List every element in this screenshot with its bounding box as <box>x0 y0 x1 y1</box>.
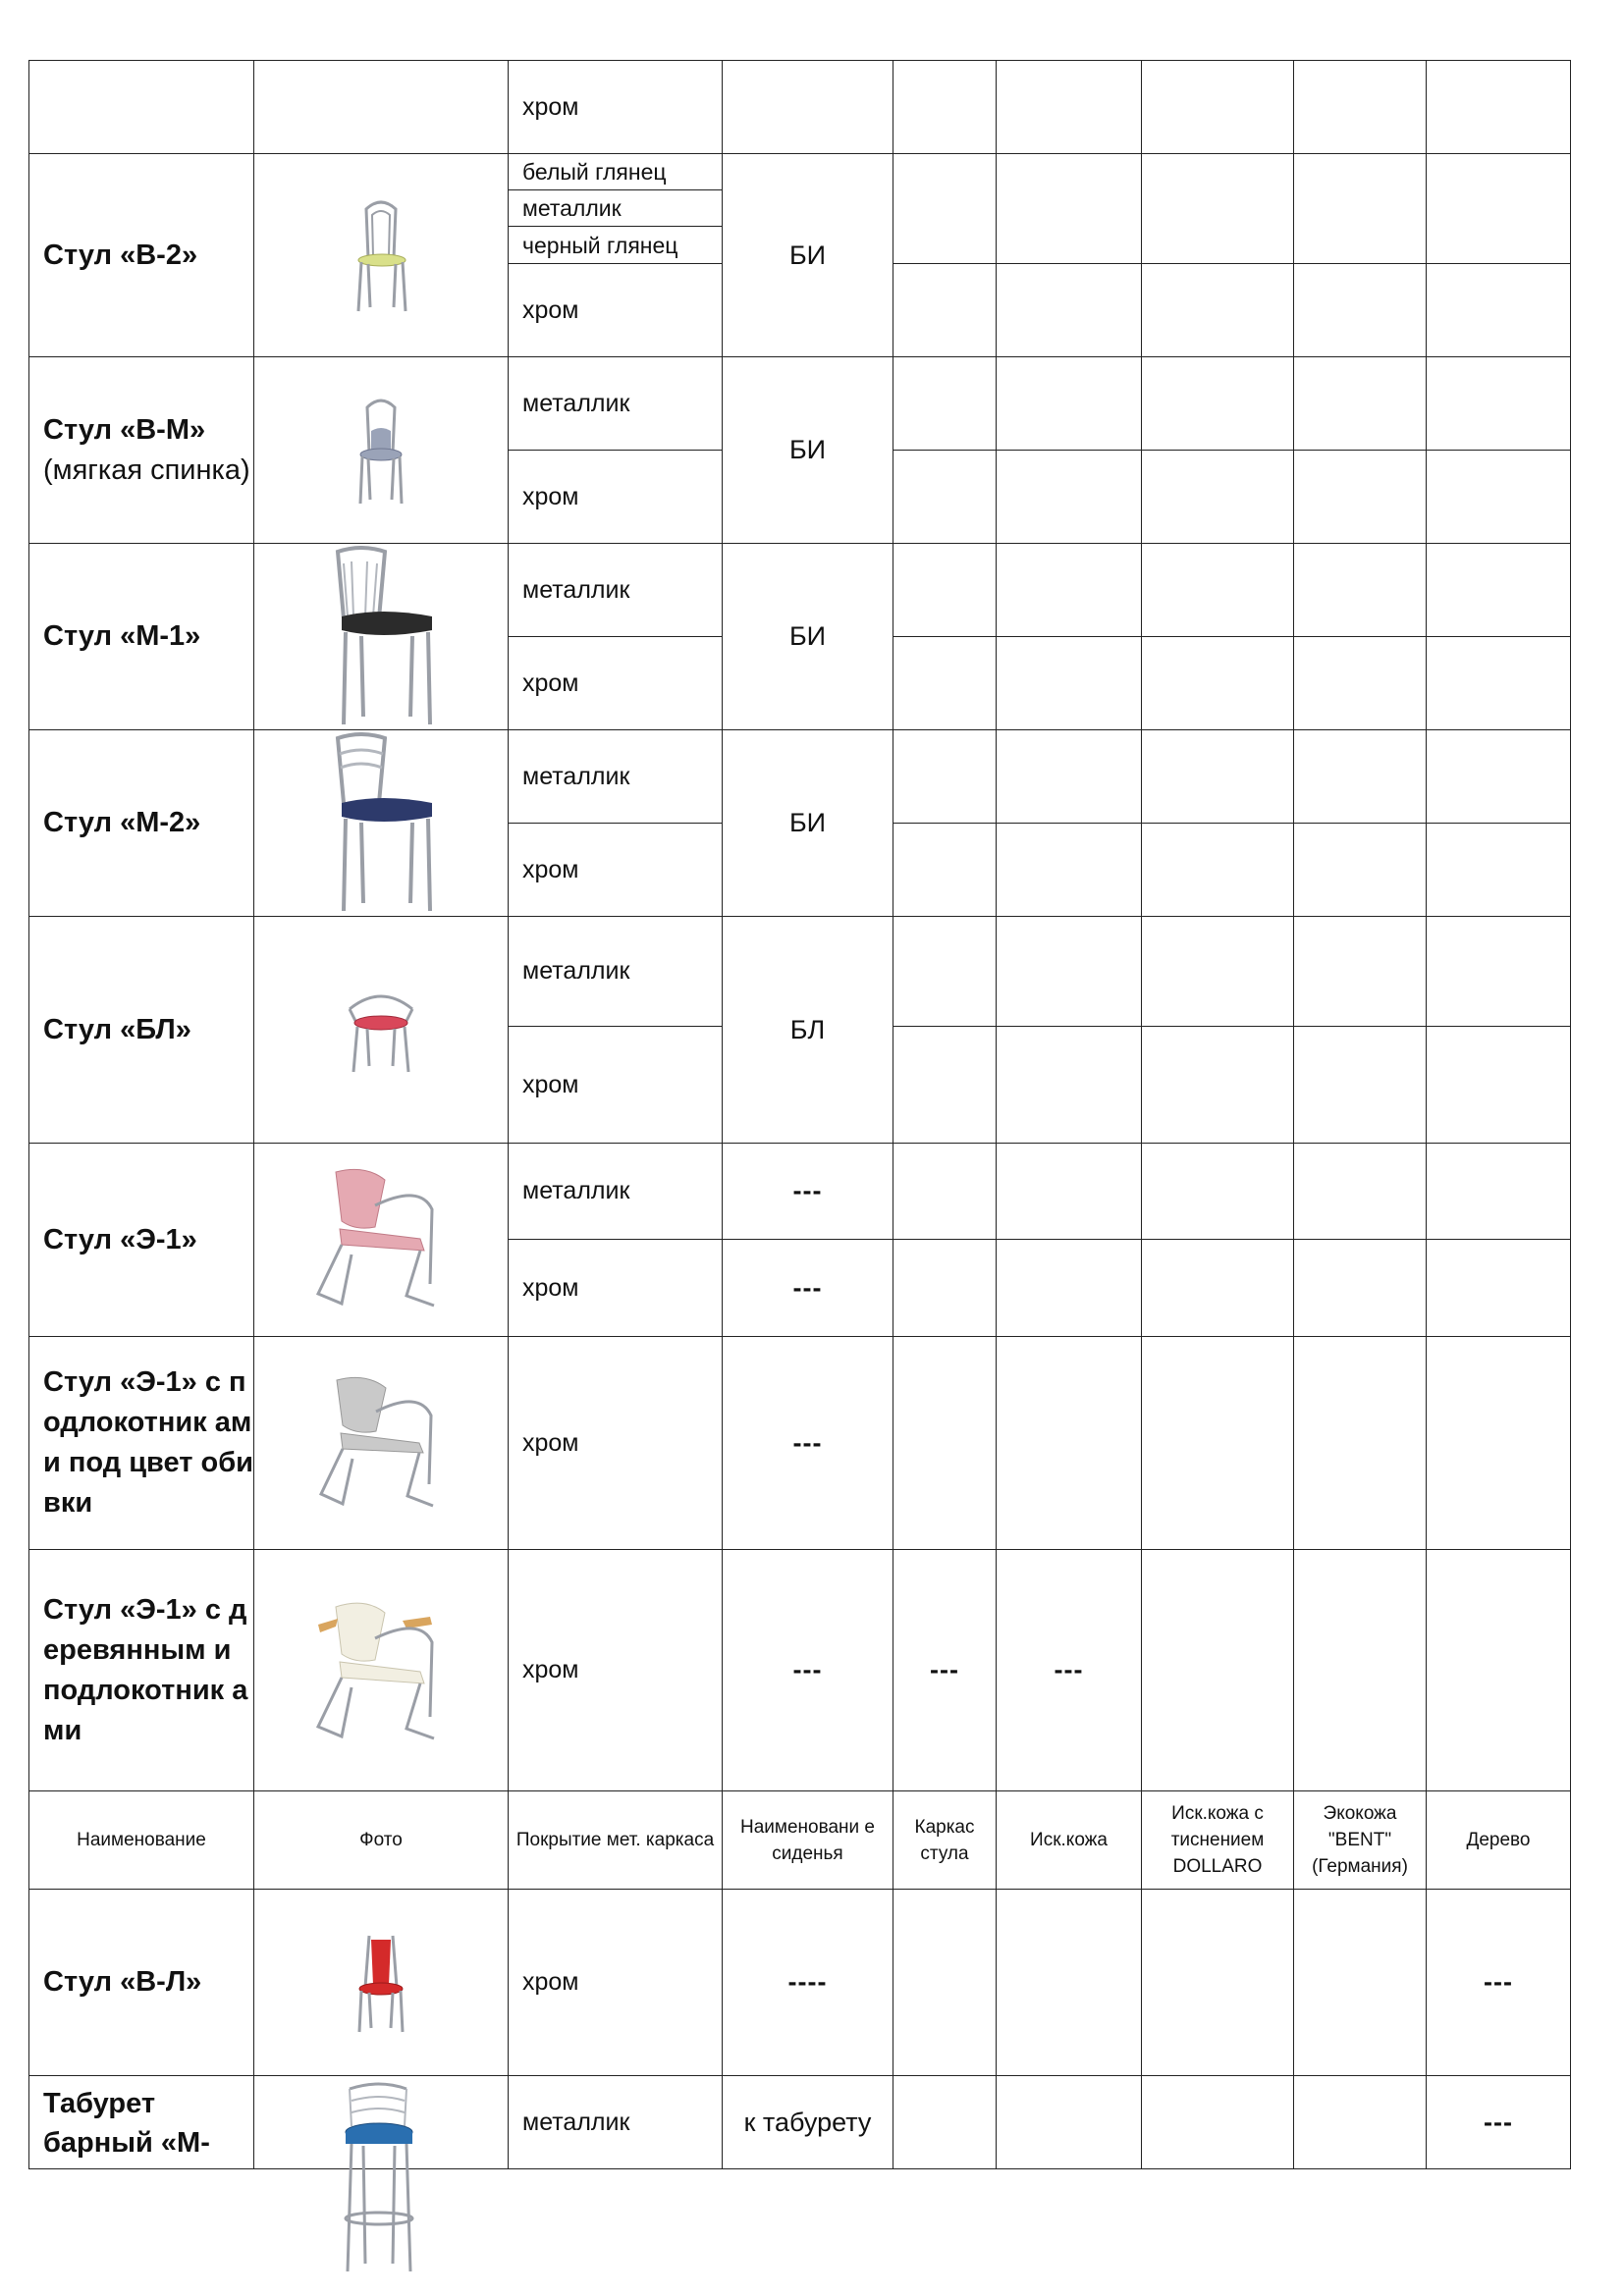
photo-cell <box>254 917 509 1144</box>
table-row <box>29 1890 1571 2076</box>
coating-cell: хром <box>509 824 723 917</box>
coating-cell: черный глянец <box>509 227 723 264</box>
header-bent: Экокожа "BENT" (Германия) <box>1294 1791 1427 1890</box>
item-name: Стул «М-2» <box>29 730 254 917</box>
coating-cell: металлик <box>509 1144 723 1240</box>
chair-m1-icon <box>322 546 440 728</box>
header-leather: Иск.кожа <box>997 1791 1142 1890</box>
table-row <box>29 357 1571 451</box>
table-row <box>29 154 1571 190</box>
chair-v2-icon <box>347 197 415 313</box>
item-subtitle: (мягкая спинка) <box>43 454 250 486</box>
table-row <box>29 544 1571 637</box>
chair-vl-icon <box>352 1932 410 2034</box>
wood-cell: --- <box>1427 1890 1571 2076</box>
coating-cell: хром <box>509 61 723 154</box>
chair-m2-icon <box>322 732 440 915</box>
table-row <box>29 1550 1571 1791</box>
bar-stool-icon <box>330 2081 428 2273</box>
coating-cell: хром <box>509 1890 723 2076</box>
item-name: Стул «В-2» <box>29 154 254 357</box>
header-dollaro: Иск.кожа с тиснением DOLLARO <box>1142 1791 1294 1890</box>
item-name: Стул «Э-1» с подлокотник ами под цвет обивки <box>29 1337 254 1550</box>
header-coating: Покрытие мет. каркаса <box>509 1791 723 1890</box>
table-row <box>29 917 1571 1027</box>
seat-cell: --- <box>723 1144 893 1240</box>
seat-cell: --- <box>723 1550 893 1791</box>
table-row <box>29 61 1571 154</box>
table-row <box>29 730 1571 824</box>
header-seat: Наименовани е сиденья <box>723 1791 893 1890</box>
coating-cell: хром <box>509 451 723 544</box>
cell <box>29 61 254 154</box>
coating-cell: металлик <box>509 917 723 1027</box>
seat-cell: --- <box>723 1337 893 1550</box>
photo-cell <box>254 1144 509 1337</box>
frame-cell: --- <box>893 1550 997 1791</box>
photo-cell <box>254 544 509 730</box>
seat-cell: к табурету <box>723 2076 893 2169</box>
seat-cell: БИ <box>723 730 893 917</box>
item-name: Стул «М-1» <box>29 544 254 730</box>
coating-cell: хром <box>509 637 723 730</box>
seat-cell: БИ <box>723 154 893 357</box>
header-name: Наименование <box>29 1791 254 1890</box>
price-table <box>28 60 1571 2169</box>
item-name: Стул «БЛ» <box>29 917 254 1144</box>
chair-vm-icon <box>352 396 410 506</box>
item-name: Стул «Э-1» <box>29 1144 254 1337</box>
coating-cell: металлик <box>509 544 723 637</box>
leather-cell: --- <box>997 1550 1142 1791</box>
coating-cell: металлик <box>509 357 723 451</box>
item-name-text: Стул «В-М» <box>43 413 206 446</box>
chair-e1-wood-icon <box>312 1597 450 1744</box>
photo-cell <box>254 1337 509 1550</box>
coating-cell: белый глянец <box>509 154 723 190</box>
table-row <box>29 1337 1571 1550</box>
coating-cell: металлик <box>509 730 723 824</box>
item-name: Стул «Э-1» с деревянным и подлокотник ами <box>29 1550 254 1791</box>
photo-cell <box>254 1550 509 1791</box>
coating-cell: хром <box>509 1240 723 1337</box>
chair-e1-armrests-icon <box>317 1374 445 1512</box>
seat-cell: БИ <box>723 357 893 544</box>
photo-cell <box>254 154 509 357</box>
photo-cell <box>254 730 509 917</box>
header-frame: Каркас стула <box>893 1791 997 1890</box>
chair-e1-icon <box>312 1166 450 1313</box>
coating-cell: металлик <box>509 2076 723 2169</box>
coating-cell: хром <box>509 1027 723 1144</box>
table-header-row <box>29 1791 1571 1890</box>
coating-cell: хром <box>509 1550 723 1791</box>
item-name <box>29 357 254 544</box>
header-wood: Дерево <box>1427 1791 1571 1890</box>
coating-cell: металлик <box>509 190 723 227</box>
wood-cell: --- <box>1427 2076 1571 2169</box>
cell <box>254 61 509 154</box>
seat-cell: ---- <box>723 1890 893 2076</box>
photo-cell <box>254 357 509 544</box>
coating-cell: хром <box>509 1337 723 1550</box>
photo-cell <box>254 1890 509 2076</box>
header-photo: Фото <box>254 1791 509 1890</box>
seat-cell: --- <box>723 1240 893 1337</box>
item-name: Табурет барный «М- <box>29 2076 254 2169</box>
table-row <box>29 1144 1571 1240</box>
seat-cell: БЛ <box>723 917 893 1144</box>
seat-cell: БИ <box>723 544 893 730</box>
item-name: Стул «В-Л» <box>29 1890 254 2076</box>
chair-bl-icon <box>342 986 420 1074</box>
table-row <box>29 2076 1571 2169</box>
coating-cell: хром <box>509 264 723 357</box>
